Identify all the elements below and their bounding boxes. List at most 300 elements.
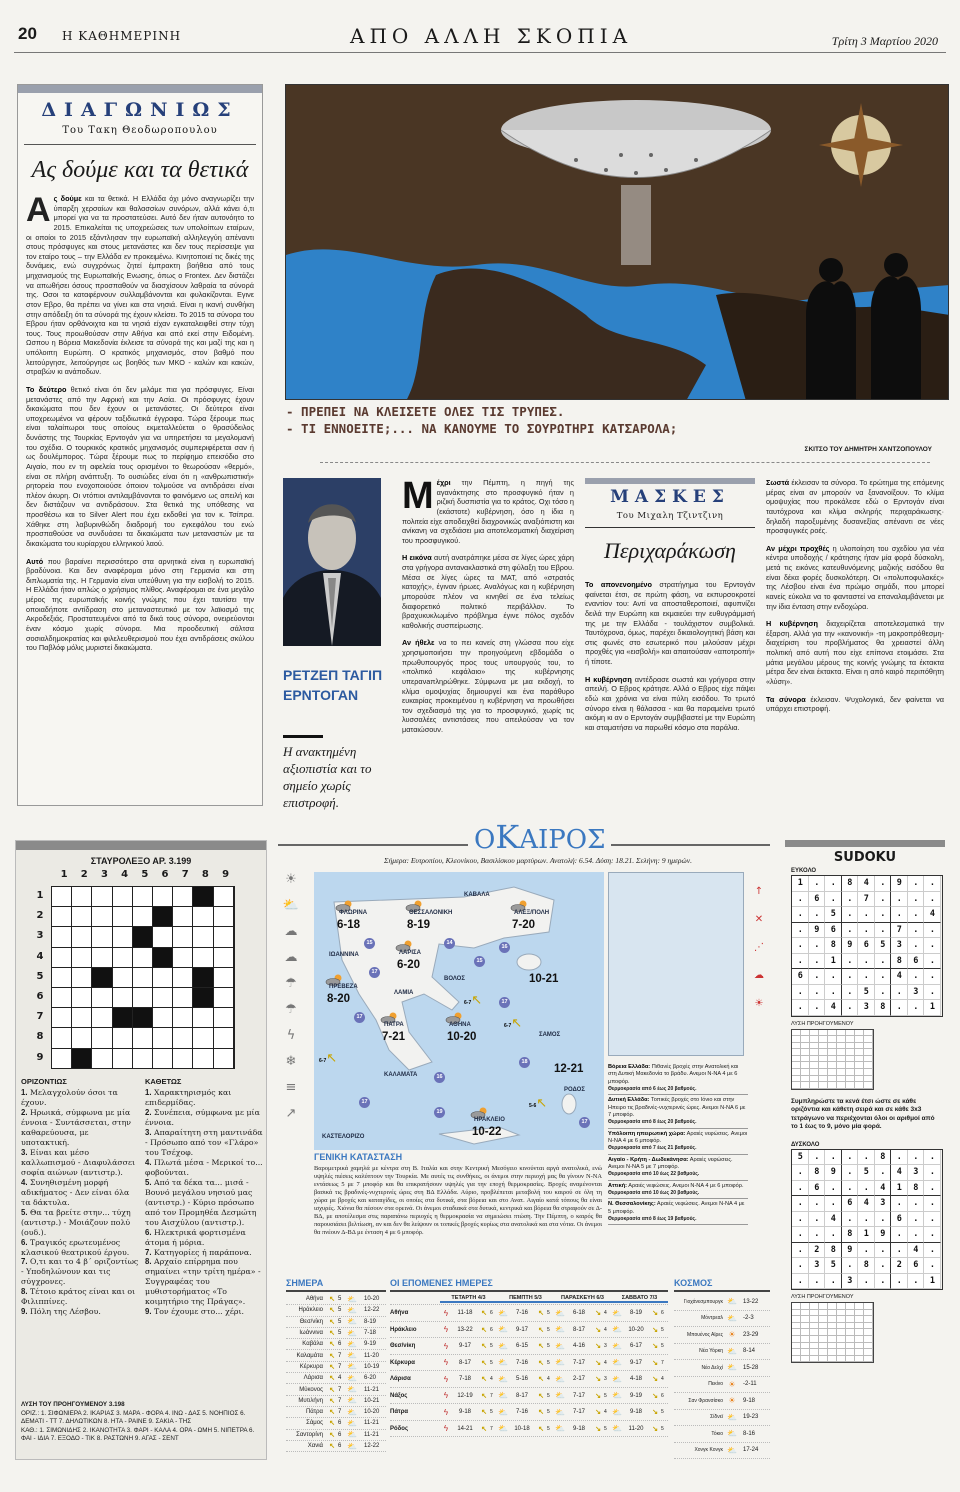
crossword-cell[interactable]	[52, 1049, 71, 1068]
crossword-cell[interactable]	[173, 887, 192, 906]
wind-arrow-icon: ↖	[538, 1376, 544, 1384]
crossword-cell[interactable]	[214, 1008, 233, 1027]
city-name: Ηράκλειο	[390, 1326, 417, 1333]
crossword-cell[interactable]	[92, 988, 111, 1007]
region-name: Βόρεια Ελλάδα:	[608, 1064, 651, 1070]
crossword-cell[interactable]	[153, 968, 172, 987]
crossword-grid[interactable]	[51, 886, 235, 1069]
crossword-cell[interactable]	[214, 988, 233, 1007]
wind-arrow-icon: ↘	[652, 1310, 658, 1318]
solution-cell	[801, 1076, 810, 1083]
crossword-cell[interactable]	[92, 1049, 111, 1068]
clue	[145, 1248, 263, 1258]
clue	[21, 1148, 139, 1178]
crossword-cell[interactable]	[113, 1049, 132, 1068]
paragraph-text: διαχειρίζεται αποτελεσματικά την έξαρση. Αλλά για την «κανονική» -τη μακροπρόθεσμη- διαχείριση του προβλήματος θα χρειαστεί άλλη πολιτική από αυτή που είχε επίπονα ετοιμάσει. Στα μάτια μεγάλου μέρους της κοινής γνώμης τα έκτακτα μέτρα δεν είναι έκτακτα. Είναι η από καιρό περιπόθητη «λύση».	[766, 619, 944, 686]
forecast-cell	[611, 1309, 668, 1318]
solution-cell	[855, 1082, 864, 1089]
wind-arrow-icon: ↘	[595, 1409, 601, 1417]
solution-cell	[810, 1316, 819, 1323]
solution-cell	[810, 1056, 819, 1063]
crossword-cell[interactable]	[133, 907, 152, 926]
general-situation-heading: ΓΕΝΙΚΗ ΚΑΤΑΣΤΑΣΗ	[314, 1152, 403, 1162]
clue-text: Κατηγορίες ή παράπονα.	[154, 1247, 252, 1257]
temperature: 8-19	[629, 1310, 642, 1317]
wind-arrow-icon: ↖	[329, 1397, 335, 1405]
paragraph	[766, 544, 944, 611]
crossword-cell[interactable]	[193, 948, 212, 967]
sun-icon: ☀	[728, 1396, 736, 1406]
wind-arrow-icon: ↘	[652, 1392, 658, 1400]
crossword-cell[interactable]	[52, 887, 71, 906]
crossword-cell[interactable]	[214, 887, 233, 906]
temperature: 19-23	[743, 1414, 759, 1421]
world-row	[674, 1327, 770, 1344]
clue-text: Πλωτά μέσα - Μερικοί το... φοβούνται.	[145, 1157, 263, 1177]
crossword-cell[interactable]	[92, 927, 111, 946]
crossword-cell[interactable]	[113, 1028, 132, 1047]
wind-arrow-icon: ↘	[652, 1343, 658, 1351]
weather-title	[468, 818, 611, 856]
crossword-cell[interactable]	[113, 988, 132, 1007]
crossword-cell[interactable]	[214, 907, 233, 926]
city-name: Αθήνα	[305, 1296, 323, 1303]
forecast-cell	[440, 1391, 497, 1400]
solution-cell	[801, 1336, 810, 1343]
across-heading: ΟΡΙΖΟΝΤΙΩΣ	[21, 1077, 67, 1086]
solution-cell	[819, 1076, 828, 1083]
crossword-cell[interactable]	[153, 927, 172, 946]
crossword-cell[interactable]	[52, 1008, 71, 1027]
solution-cell	[864, 1329, 873, 1336]
crossword-cell[interactable]	[173, 1049, 192, 1068]
solution-cell	[810, 1076, 819, 1083]
paragraph-lead: Η κυβέρνηση	[766, 619, 819, 629]
wind-force: 5	[604, 1425, 607, 1432]
cloud-sun-icon: ⛅	[498, 1325, 508, 1335]
sudoku-hard-grid[interactable]	[791, 1149, 947, 1291]
solution-cell	[792, 1343, 801, 1350]
column-number: 6	[161, 869, 169, 880]
cloud-sun-icon: ⛅	[727, 1313, 737, 1323]
crossword-cell[interactable]	[92, 887, 111, 906]
temperature: -2-11	[743, 1381, 757, 1388]
solution-cell	[837, 1082, 846, 1089]
crossword-cell[interactable]	[173, 968, 192, 987]
crossword-cell[interactable]	[193, 927, 212, 946]
city-name: Νέο Δελχί	[701, 1364, 723, 1371]
temperature: 8-17	[458, 1359, 471, 1366]
solution-cell	[801, 1049, 810, 1056]
sea-temperature: 17	[369, 967, 380, 978]
storm-icon: ϟ	[286, 1028, 296, 1043]
wind-arrow-icon: ↘	[652, 1326, 658, 1334]
sudoku-row: .96...7..	[797, 924, 947, 935]
wind-force: 6	[661, 1310, 664, 1317]
row-number: 7	[36, 1011, 44, 1023]
solution-cell	[855, 1303, 864, 1310]
forecast-cell	[554, 1375, 611, 1384]
crossword-cell[interactable]	[173, 907, 192, 926]
solution-cell	[855, 1310, 864, 1317]
storm-icon: ϟ	[443, 1341, 449, 1351]
world-table	[674, 1294, 770, 1459]
wind-arrow-icon: ↖	[329, 1431, 335, 1439]
wind-force: 6-7	[464, 1000, 472, 1006]
map-city-label: ΦΛΩΡΙΝΑ	[339, 910, 368, 916]
crossword-cell[interactable]	[133, 1028, 152, 1047]
wind-arrow-icon: ↖	[538, 1392, 544, 1400]
solution-cell	[828, 1076, 837, 1083]
forecast-cell	[611, 1408, 668, 1417]
storm-icon: ϟ	[443, 1308, 449, 1318]
temperature: 11-18	[457, 1310, 473, 1317]
crossword-cell[interactable]	[133, 1049, 152, 1068]
crossword-cell[interactable]	[214, 968, 233, 987]
article-body-continued	[766, 478, 944, 810]
region-temperature: Θερμοκρασία από 10 έως 22 βαθμούς.	[608, 1171, 700, 1178]
solution-cell	[864, 1082, 873, 1089]
region-temperature: Θερμοκρασία από 10 έως 20 βαθμούς.	[608, 1189, 700, 1196]
crossword-cell[interactable]	[173, 948, 192, 967]
region-forecast	[608, 1155, 748, 1181]
wind-force: 6	[338, 1431, 342, 1438]
wind-arrow-icon: ↖	[329, 1375, 335, 1383]
clue-text: Χαρακτηρισμός και επιδερμίδας.	[145, 1088, 232, 1107]
crossword-cell[interactable]	[113, 887, 132, 906]
solution-cell	[810, 1349, 819, 1356]
today-row	[286, 1350, 386, 1361]
sudoku-title: SUDOKU	[833, 850, 897, 865]
solution-cell	[810, 1082, 819, 1089]
forecast-row	[390, 1388, 668, 1405]
cloud-sun-icon: ⛅	[347, 1418, 357, 1428]
solution-cell	[792, 1049, 801, 1056]
crossword-cell[interactable]	[72, 948, 91, 967]
temperature: 9-17	[458, 1343, 471, 1350]
column-number: 9	[222, 869, 230, 880]
sudoku-row: ..89653..	[797, 940, 947, 950]
solution-across: ΟΡΙΖ.: 1. ΣΙΦΩΝΙΕΡΑ 2. ΙΚΑΡΙΑΣ 3. ΜΑΡΑ - ΦΟΡΑ 4. ΙΝΩ - ΔΑΣ 5. ΝΟΗΠΙΟΣ 6. ΔΕΜΑΤΙ - ΤΤ 7. ΔΗΛΩΤΙΚΩΝ 8. ΗΤΑ - ΡΑΙΝΕ 9. ΣΑΚΙΑ - ΤΗΣ	[21, 1409, 246, 1425]
crossword-cell[interactable]	[52, 907, 71, 926]
wind-arrow-icon: ↖	[329, 1420, 335, 1428]
forecast-cell	[440, 1375, 497, 1384]
crossword-cell[interactable]	[92, 948, 111, 967]
clue-number: 7.	[21, 1257, 28, 1267]
map-city-label: ΑΛΕΞ/ΠΟΛΗ	[514, 910, 550, 916]
solution-cell	[864, 1049, 873, 1056]
cloud-sun-icon: ⛅	[555, 1325, 565, 1335]
solution-cell	[864, 1030, 873, 1037]
wind-force: 3	[604, 1376, 607, 1383]
wind-force: 5	[338, 1318, 342, 1325]
cloud-icon: ☁	[754, 970, 764, 981]
crossword-cell[interactable]	[72, 988, 91, 1007]
crossword-cell[interactable]	[153, 887, 172, 906]
easy-label: ΕΥΚΟΛΟ	[791, 868, 817, 874]
temperature: 23-29	[743, 1331, 759, 1338]
crossword-cell[interactable]	[193, 1028, 212, 1047]
crossword-cell[interactable]	[92, 1008, 111, 1027]
pull-quote: Η ανακτημένη αξιοπιστία και το σημείο χωρίς επιστροφή.	[283, 744, 372, 810]
rain-icon: ☂	[285, 1002, 297, 1017]
clue-text: Ο,τι και το 4 β΄ οριζοντίως - Υποδηλώνουν και τις σύγχρονες.	[21, 1257, 139, 1287]
clue-number: 3.	[21, 1147, 28, 1157]
temperature: 8-17	[572, 1326, 585, 1333]
row-number: 6	[36, 990, 44, 1002]
temperature: 12-19	[457, 1392, 473, 1399]
wind-force: 5	[547, 1359, 550, 1366]
sudoku-row: .6..7....	[797, 893, 947, 904]
column-bar	[18, 85, 262, 93]
forecast-cell	[497, 1375, 554, 1384]
clue-number: 2.	[21, 1107, 28, 1117]
paragraph-lead: Η κυβέρνηση	[585, 674, 632, 684]
wind-arrow-icon: ↖	[481, 1392, 487, 1400]
wind-force: 7	[338, 1397, 342, 1404]
solution-cell	[864, 1343, 873, 1350]
crossword-cell[interactable]	[113, 968, 132, 987]
paragraph-lead: έχρι	[436, 478, 451, 487]
row-number: 1	[36, 890, 44, 901]
forecast-cell	[497, 1309, 554, 1318]
forecast-cell	[554, 1391, 611, 1400]
solution-cell	[819, 1349, 828, 1356]
temperature: 9-19	[629, 1392, 642, 1399]
crossword-cell[interactable]	[113, 927, 132, 946]
crossword-cell[interactable]	[153, 1049, 172, 1068]
wind-arrow-icon: ↘	[595, 1310, 601, 1318]
map-legend-icons	[748, 878, 770, 1018]
crossword-cell[interactable]	[193, 1008, 212, 1027]
crossword-cell[interactable]	[173, 1008, 192, 1027]
temperature: 10-20	[364, 1296, 380, 1303]
solution-cell	[801, 1082, 810, 1089]
wind-arrow-icon: ↖	[329, 1341, 335, 1349]
solution-cell	[801, 1043, 810, 1050]
crossword-cell[interactable]	[214, 1028, 233, 1047]
sudoku-row: ..5.....4	[797, 909, 947, 919]
region-text: Τοπικές βροχές στο Ιόνιο και στην Ηπειρο τις βραδινές-νυχτερινές ώρες. Ανεμοι Ν-ΝΑ 6 με 7 μποφόρ.	[608, 1097, 746, 1118]
solution-cell	[828, 1069, 837, 1076]
crossword-cell[interactable]	[113, 948, 132, 967]
solution-cell	[810, 1069, 819, 1076]
solution-cell	[846, 1076, 855, 1083]
solution-cell	[855, 1329, 864, 1336]
solution-cell	[837, 1036, 846, 1043]
storm-icon: ϟ	[443, 1358, 449, 1368]
column-number: 1	[60, 869, 68, 880]
crossword-cell[interactable]	[52, 927, 71, 946]
day-label: ΤΕΤΑΡΤΗ 4/3	[440, 1295, 497, 1303]
crossword-cell[interactable]	[133, 887, 152, 906]
crossword-cell[interactable]	[173, 988, 192, 1007]
solution-cell	[819, 1036, 828, 1043]
region-name: Υπόλοιπη ηπειρωτική χώρα:	[608, 1130, 686, 1137]
clue-number: 8.	[145, 1257, 152, 1267]
crossword-cell[interactable]	[92, 907, 111, 926]
paragraph-text: έκλεισαν. Ψυχολογικά, δεν φαίνεται να υπάρχει επιστροφή.	[766, 694, 944, 714]
map-city-label: ΠΑΤΡΑ	[384, 1022, 404, 1028]
crossword-cell[interactable]	[214, 948, 233, 967]
crossword-cell[interactable]	[72, 968, 91, 987]
sun-icon: ☀	[754, 998, 764, 1009]
caption-line-2: - ΤΙ ΕΝΝΟΕΙΤΕ;... ΝΑ ΚΑΝΟΥΜΕ ΤΟ ΣΟΥΡΩΤΗΡΙ ΚΑΤΣΑΡΟΛΑ;	[286, 421, 678, 436]
paragraph	[26, 385, 254, 549]
city-name: Χανιά	[307, 1443, 323, 1449]
storm-icon: ϟ	[443, 1325, 449, 1335]
solution-label: ΛΥΣΗ ΠΡΟΗΓΟΥΜΕΝΟΥ	[791, 1020, 854, 1027]
crossword-cell[interactable]	[113, 907, 132, 926]
world-row	[674, 1294, 770, 1311]
crossword-cell[interactable]	[92, 1028, 111, 1047]
solution-cell	[810, 1329, 819, 1336]
solution-cell	[810, 1043, 819, 1050]
city-name: Κέρκυρα	[299, 1363, 323, 1370]
diagonios-column	[17, 84, 263, 806]
crossword-cell[interactable]	[153, 988, 172, 1007]
crossword-cell[interactable]	[52, 1028, 71, 1047]
forecast-cell	[440, 1325, 497, 1334]
wind-arrow-icon: ↘	[595, 1359, 601, 1367]
crossword-cell[interactable]	[173, 927, 192, 946]
temperature: 11-20	[628, 1425, 644, 1432]
wind-arrow-icon: ↖	[481, 1343, 487, 1351]
city-name: Καβάλα	[302, 1341, 323, 1348]
crossword-cell[interactable]	[52, 948, 71, 967]
paragraph	[766, 478, 944, 536]
solution-cell	[846, 1329, 855, 1336]
forecast-row	[390, 1404, 668, 1421]
solution-cell	[855, 1316, 864, 1323]
crossword-cell[interactable]	[52, 988, 71, 1007]
sudoku-easy-grid[interactable]	[791, 875, 947, 1017]
world-row	[674, 1311, 770, 1328]
cloud-sun-icon: ⛅	[555, 1358, 565, 1368]
solution-cell	[855, 1062, 864, 1069]
region-forecast	[608, 1199, 748, 1225]
paragraph-text: την Πέμπτη, η πηγή της αγανάκτησης στο προσφυγικό ήταν η ριζική δυσπιστία για το κράτος. Οχι τόσο η (εκάστοτε) κυβέρνηση, όσο η ίδια η πολιτεία είχε αποδειχθεί διαχρονικώς αναξιόπιστη και ανίκανη να σχεδιάσει μια αποτελεσματική διαχείριση του προσφυγικού.	[402, 478, 574, 545]
fog-icon: ≡	[285, 1080, 297, 1095]
crossword-cell[interactable]	[72, 1028, 91, 1047]
crossword-cell[interactable]	[133, 968, 152, 987]
cloud-sun-icon: ⛅	[612, 1407, 622, 1417]
weather-section	[278, 818, 770, 1468]
sudoku-row: ...3....1	[797, 1275, 947, 1286]
city-name: Πάτρα	[305, 1409, 323, 1416]
solution-cell	[855, 1030, 864, 1037]
wind-arrow-icon: ↖	[481, 1425, 487, 1433]
solution-cell	[819, 1030, 828, 1037]
clue-number: 6.	[145, 1227, 152, 1237]
crossword-cell[interactable]	[133, 988, 152, 1007]
today-row	[286, 1339, 386, 1350]
crossword-cell[interactable]	[214, 927, 233, 946]
article-body	[402, 478, 574, 810]
temperature: 8-14	[743, 1348, 756, 1355]
wind-arrow-icon: ↖	[538, 1343, 544, 1351]
solution-cell	[846, 1049, 855, 1056]
solution-cell	[810, 1062, 819, 1069]
sea-temperature: 17	[499, 997, 510, 1008]
cloud-sun-icon: ⛅	[347, 1328, 357, 1338]
crossword-cell[interactable]	[72, 927, 91, 946]
solution-cell	[837, 1323, 846, 1330]
sea-temperature: 19	[434, 1107, 445, 1118]
forecast-cell	[554, 1309, 611, 1318]
rain-icon: ☂	[285, 976, 297, 991]
crossword-cell[interactable]	[193, 1049, 212, 1068]
solution-cell	[819, 1069, 828, 1076]
map-city-label: ΚΑΛΑΜΑΤΑ	[384, 1072, 418, 1078]
wind-force: 5	[661, 1409, 664, 1416]
solution-cell	[837, 1349, 846, 1356]
paragraph	[766, 695, 944, 714]
crossword-cell[interactable]	[153, 1008, 172, 1027]
forecast-cell	[611, 1342, 668, 1351]
solution-cell	[792, 1030, 801, 1037]
crossword-cell[interactable]	[193, 907, 212, 926]
solution-cell	[801, 1036, 810, 1043]
wind-force: 6-7	[319, 1058, 327, 1064]
cloud-sun-icon: ⛅	[347, 1396, 357, 1406]
crossword-cell[interactable]	[72, 1008, 91, 1027]
solution-cell	[846, 1036, 855, 1043]
region-forecast	[608, 1062, 748, 1095]
wind-arrow-icon: ↖	[538, 1409, 544, 1417]
today-row	[286, 1384, 386, 1395]
wind-arrow-icon: ↖	[329, 1352, 335, 1360]
crossword-cell[interactable]	[72, 887, 91, 906]
wind-arrow-icon: ↖	[538, 1310, 544, 1318]
wind-force: 7	[338, 1352, 342, 1359]
clue	[145, 1108, 263, 1128]
solution-cell	[819, 1310, 828, 1317]
today-row	[286, 1305, 386, 1316]
clue-text: Συνηθισμένη μορφή αδικήματος - Δεν είναι όλα τα δάκτυλα.	[21, 1177, 130, 1207]
temperature: 2-17	[572, 1376, 585, 1383]
clue-number: 1.	[145, 1088, 152, 1097]
crossword-cell[interactable]	[173, 1028, 192, 1047]
black-cell	[113, 1008, 132, 1027]
wind-arrow-icon: ↘	[595, 1392, 601, 1400]
crossword-cell[interactable]	[214, 1049, 233, 1068]
world-row	[674, 1377, 770, 1394]
wind-force: 6-7	[504, 1023, 512, 1029]
crossword-cell[interactable]	[72, 907, 91, 926]
solution-cell	[819, 1336, 828, 1343]
wind-force: 7	[661, 1359, 664, 1366]
quote-rule	[283, 735, 323, 738]
clue-text: Είναι και μέσο καλλωπισμού - Διαφυλάσσει σοφία αιώνων (αντιστρ.).	[21, 1147, 136, 1177]
cloud-sun-icon: ⛅	[498, 1358, 508, 1368]
clue-text: Ηλεκτρικά φορτισμένα άτομα ή μόρια.	[145, 1227, 246, 1247]
paragraph	[585, 675, 755, 733]
crossword-cell[interactable]	[153, 1028, 172, 1047]
cloud-sun-icon: ⛅	[498, 1407, 508, 1417]
solution-cell	[864, 1076, 873, 1083]
black-cell	[153, 948, 172, 967]
wind-arrow-icon: ↖	[329, 1330, 335, 1338]
forecast-cell	[554, 1408, 611, 1417]
crossword-cell[interactable]	[52, 968, 71, 987]
city-name: Μπουένος Αϊρες	[686, 1331, 723, 1338]
solution-cell	[792, 1356, 801, 1363]
black-cell	[193, 988, 212, 1007]
temperature: 11-21	[364, 1386, 379, 1393]
crossword-cell[interactable]	[133, 948, 152, 967]
solution-cell	[819, 1082, 828, 1089]
